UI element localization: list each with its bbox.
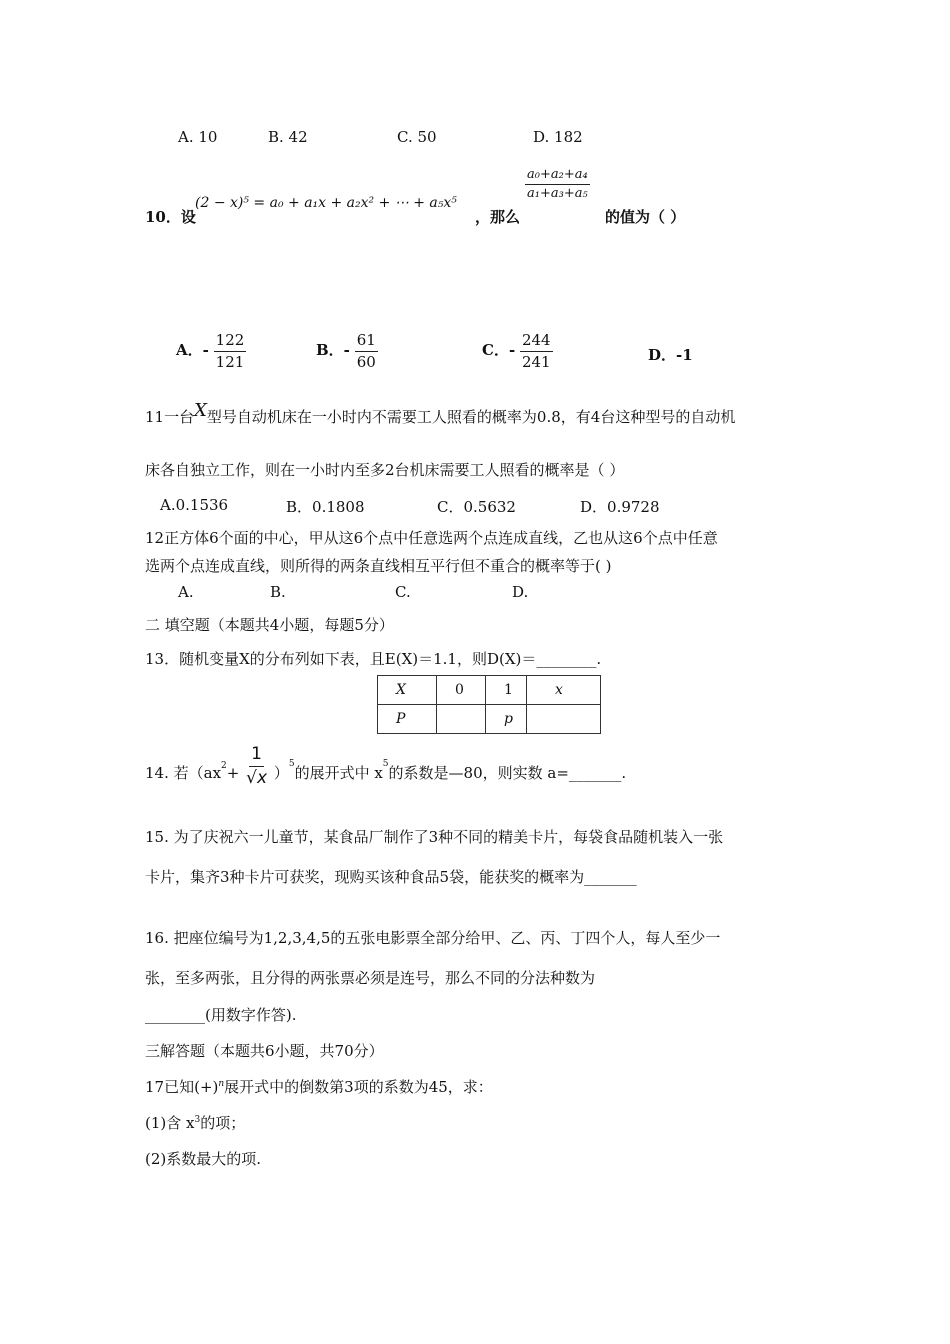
q17-stem-pre: 17已知(+) bbox=[145, 1078, 219, 1096]
q10-option-b-fraction bbox=[355, 332, 378, 370]
q13-distribution-table bbox=[377, 675, 601, 734]
q14-fraction-den: √x bbox=[246, 767, 268, 788]
q9-option-a: A. 10 bbox=[178, 128, 218, 146]
q11-option-b: B．0.1808 bbox=[286, 498, 365, 516]
q16-line3: ________(用数字作答). bbox=[145, 1006, 297, 1024]
q14-plus: + bbox=[226, 764, 240, 783]
q12-option-d: D. bbox=[512, 583, 529, 601]
table-cell: 1 bbox=[486, 676, 527, 705]
table-cell bbox=[437, 705, 486, 734]
table-cell: X bbox=[378, 676, 437, 705]
q10-suffix: 的值为（ ） bbox=[605, 208, 686, 226]
q10-formula: (2 − x)⁵ = a₀ + a₁x + a₂x² + ⋯ + a₅x⁵ bbox=[195, 195, 457, 211]
section-3-title: 三解答题（本题共6小题，共70分） bbox=[145, 1042, 384, 1060]
table-row bbox=[378, 676, 601, 705]
q11-line2: 床各自独立工作，则在一小时内至多2台机床需要工人照看的概率是（ ） bbox=[145, 461, 625, 479]
q11-option-d: D．0.9728 bbox=[580, 498, 660, 516]
q10-option-c-label: C．- bbox=[482, 341, 516, 359]
q16-line2: 张，至多两张，且分得的两张票必须是连号，那么不同的分法种数为 bbox=[145, 969, 596, 987]
q10-option-a-fraction bbox=[214, 332, 247, 370]
q14-text bbox=[145, 745, 626, 787]
q11-line1 bbox=[145, 400, 736, 427]
q17-item-1-post: 的项； bbox=[200, 1114, 246, 1132]
q10-mid: ，那么 bbox=[475, 208, 521, 226]
q10-option-c bbox=[482, 332, 553, 370]
q9-option-c: C. 50 bbox=[397, 128, 437, 146]
q12-option-b: B. bbox=[270, 583, 286, 601]
q17-stem-post: 展开式中的倒数第3项的系数为45，求： bbox=[224, 1078, 493, 1096]
q14-exponent-5b: 5 bbox=[382, 759, 389, 770]
q12-option-a: A. bbox=[178, 583, 194, 601]
q15-line2: 卡片，集齐3种卡片可获奖，现购买该种食品5袋，能获奖的概率为_______ bbox=[145, 868, 637, 886]
q12-option-c: C. bbox=[395, 583, 411, 601]
q17-item-1-exponent: 3 bbox=[194, 1115, 201, 1125]
q10-option-b-num: 61 bbox=[355, 332, 378, 352]
q17-exponent-n: n bbox=[218, 1079, 225, 1089]
q14-fraction bbox=[244, 745, 269, 787]
q9-option-b: B. 42 bbox=[268, 128, 308, 146]
q15-line1: 15. 为了庆祝六一儿童节，某食品厂制作了3种不同的精美卡片，每袋食品随机装入一张 bbox=[145, 828, 724, 846]
q14-close: ） bbox=[273, 764, 289, 783]
q10-ratio-fraction bbox=[525, 168, 590, 202]
q10-ratio-denominator: a₁+a₃+a₅ bbox=[527, 186, 588, 202]
q10-option-b-den: 60 bbox=[356, 352, 376, 371]
q17-stem bbox=[145, 1076, 493, 1097]
q14-prefix: 14. 若（ax bbox=[145, 764, 222, 783]
q10-option-b-label: B．- bbox=[316, 341, 350, 359]
q10-option-c-num: 244 bbox=[520, 332, 553, 352]
q17-item-1 bbox=[145, 1112, 245, 1133]
q11-variable: X bbox=[194, 400, 207, 421]
q14-fraction-num: 1 bbox=[249, 745, 264, 767]
q10-option-c-den: 241 bbox=[521, 352, 551, 371]
q11-option-a: A.0.1536 bbox=[160, 496, 229, 514]
q10-option-a-num: 122 bbox=[214, 332, 247, 352]
q10-ratio-numerator: a₀+a₂+a₄ bbox=[525, 168, 590, 185]
q14-middle: 的展开式中 x bbox=[294, 764, 383, 783]
table-cell: 0 bbox=[437, 676, 486, 705]
q17-item-1-pre: (1)含 x bbox=[145, 1114, 195, 1132]
q12-line1: 12正方体6个面的中心，甲从这6个点中任意选两个点连成直线，乙也从这6个点中任意 bbox=[145, 529, 718, 547]
q10-option-d: D．-1 bbox=[648, 346, 693, 364]
q17-item-2: (2)系数最大的项. bbox=[145, 1150, 262, 1168]
q10-option-a-den: 121 bbox=[215, 352, 245, 371]
q13-text: 13．随机变量X的分布列如下表，且E(X)＝1.1，则D(X)＝________. bbox=[145, 650, 602, 668]
table-cell: P bbox=[378, 705, 437, 734]
q11-option-c: C．0.5632 bbox=[437, 498, 516, 516]
q14-exponent-5: 5 bbox=[288, 759, 295, 770]
table-row bbox=[378, 705, 601, 734]
section-2-title: 二 填空题（本题共4小题，每题5分） bbox=[145, 616, 394, 634]
q9-option-d: D. 182 bbox=[533, 128, 583, 146]
q11-line1-rest: 型号自动机床在一小时内不需要工人照看的概率为0.8，有4台这种型号的自动机 bbox=[206, 408, 736, 426]
q10-prefix: 10．设 bbox=[145, 208, 196, 226]
q11-prefix: 11一台 bbox=[145, 408, 195, 426]
q14-suffix: 的系数是—80，则实数 a=_______. bbox=[388, 764, 627, 783]
table-cell: x bbox=[527, 676, 601, 705]
q12-line2: 选两个点连成直线，则所得的两条直线相互平行但不重合的概率等于( ) bbox=[145, 557, 612, 575]
q16-line1: 16. 把座位编号为1,2,3,4,5的五张电影票全部分给甲、乙、丙、丁四个人，每人至少一 bbox=[145, 929, 721, 947]
table-cell: p bbox=[486, 705, 527, 734]
q10-option-b bbox=[316, 332, 378, 370]
table-cell bbox=[527, 705, 601, 734]
q10-option-c-fraction bbox=[520, 332, 553, 370]
q10-option-a bbox=[176, 332, 246, 370]
q14-exponent-2: 2 bbox=[221, 761, 227, 772]
q10-option-a-label: A．- bbox=[176, 341, 209, 359]
